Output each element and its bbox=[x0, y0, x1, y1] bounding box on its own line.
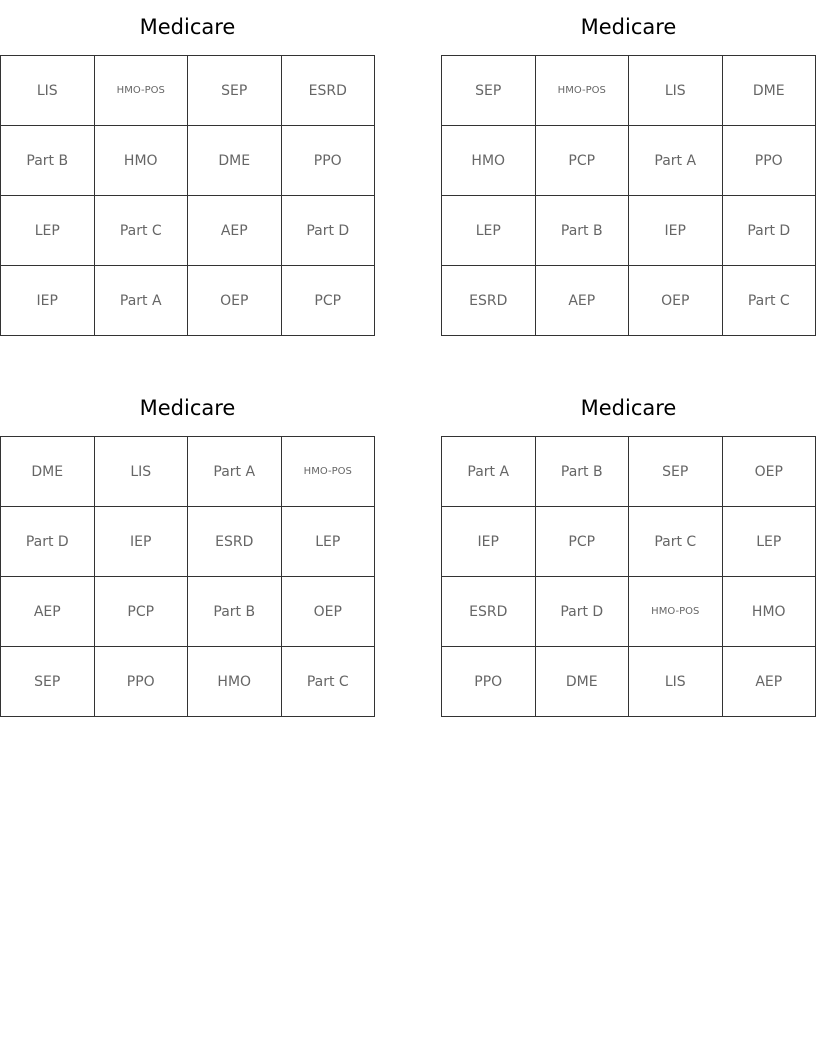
bingo-cell: OEP bbox=[629, 266, 723, 336]
bingo-cell: Part C bbox=[282, 647, 376, 717]
bingo-cell: SEP bbox=[188, 56, 282, 126]
bingo-cell: HMO-POS bbox=[536, 56, 630, 126]
bingo-cell: AEP bbox=[723, 647, 816, 717]
card-title: Medicare bbox=[139, 15, 236, 39]
bingo-cell: OEP bbox=[188, 266, 282, 336]
bingo-grid bbox=[0, 436, 375, 717]
bingo-cell: AEP bbox=[188, 196, 282, 266]
bingo-cell: Part D bbox=[282, 196, 376, 266]
bingo-cell: ESRD bbox=[442, 577, 536, 647]
bingo-cell: Part A bbox=[442, 437, 536, 507]
bingo-cell: DME bbox=[1, 437, 95, 507]
bingo-cell: HMO bbox=[442, 126, 536, 196]
bingo-cell: HMO-POS bbox=[95, 56, 189, 126]
bingo-card-4 bbox=[441, 381, 816, 717]
bingo-cell: AEP bbox=[1, 577, 95, 647]
bingo-cell: ESRD bbox=[442, 266, 536, 336]
bingo-cell: Part C bbox=[95, 196, 189, 266]
bingo-cell: LIS bbox=[95, 437, 189, 507]
bingo-cell: Part B bbox=[1, 126, 95, 196]
card-title: Medicare bbox=[580, 396, 677, 420]
bingo-cell: PCP bbox=[536, 126, 630, 196]
bingo-cell: Part D bbox=[536, 577, 630, 647]
bingo-cell: SEP bbox=[1, 647, 95, 717]
bingo-cell: PCP bbox=[536, 507, 630, 577]
bingo-cell: Part A bbox=[95, 266, 189, 336]
card-title: Medicare bbox=[139, 396, 236, 420]
card-title: Medicare bbox=[580, 15, 677, 39]
bingo-cell: SEP bbox=[442, 56, 536, 126]
bingo-cell: Part C bbox=[723, 266, 816, 336]
bingo-cell: Part D bbox=[1, 507, 95, 577]
bingo-cell: LEP bbox=[282, 507, 376, 577]
bingo-cell: Part C bbox=[629, 507, 723, 577]
bingo-cell: Part D bbox=[723, 196, 816, 266]
bingo-cell: DME bbox=[536, 647, 630, 717]
bingo-cell: LIS bbox=[629, 56, 723, 126]
bingo-cell: Part B bbox=[188, 577, 282, 647]
bingo-cell: HMO bbox=[95, 126, 189, 196]
bingo-cell: PPO bbox=[442, 647, 536, 717]
bingo-grid bbox=[0, 55, 375, 336]
bingo-cell: PCP bbox=[95, 577, 189, 647]
bingo-cell: ESRD bbox=[282, 56, 376, 126]
bingo-cell: Part A bbox=[629, 126, 723, 196]
bingo-cell: PPO bbox=[282, 126, 376, 196]
bingo-cell: LEP bbox=[1, 196, 95, 266]
bingo-card-1 bbox=[0, 0, 375, 336]
bingo-cell: Part B bbox=[536, 196, 630, 266]
bingo-cell: IEP bbox=[95, 507, 189, 577]
bingo-grid bbox=[441, 55, 816, 336]
bingo-cell: PPO bbox=[723, 126, 816, 196]
bingo-cell: AEP bbox=[536, 266, 630, 336]
bingo-cell: PCP bbox=[282, 266, 376, 336]
bingo-cell: DME bbox=[188, 126, 282, 196]
bingo-cell: HMO bbox=[188, 647, 282, 717]
bingo-cell: IEP bbox=[442, 507, 536, 577]
bingo-cell: LIS bbox=[629, 647, 723, 717]
bingo-cell: PPO bbox=[95, 647, 189, 717]
bingo-grid bbox=[441, 436, 816, 717]
bingo-cell: LEP bbox=[442, 196, 536, 266]
bingo-cell: ESRD bbox=[188, 507, 282, 577]
bingo-card-2 bbox=[441, 0, 816, 336]
bingo-cell: Part B bbox=[536, 437, 630, 507]
bingo-card-3 bbox=[0, 381, 375, 717]
bingo-cell: OEP bbox=[282, 577, 376, 647]
bingo-cell: Part A bbox=[188, 437, 282, 507]
bingo-cell: IEP bbox=[629, 196, 723, 266]
bingo-cell: LEP bbox=[723, 507, 816, 577]
bingo-cell: HMO-POS bbox=[629, 577, 723, 647]
bingo-cell: SEP bbox=[629, 437, 723, 507]
bingo-cell: HMO bbox=[723, 577, 816, 647]
bingo-cell: HMO-POS bbox=[282, 437, 376, 507]
bingo-cell: LIS bbox=[1, 56, 95, 126]
bingo-cell: IEP bbox=[1, 266, 95, 336]
bingo-cell: DME bbox=[723, 56, 816, 126]
bingo-cell: OEP bbox=[723, 437, 816, 507]
